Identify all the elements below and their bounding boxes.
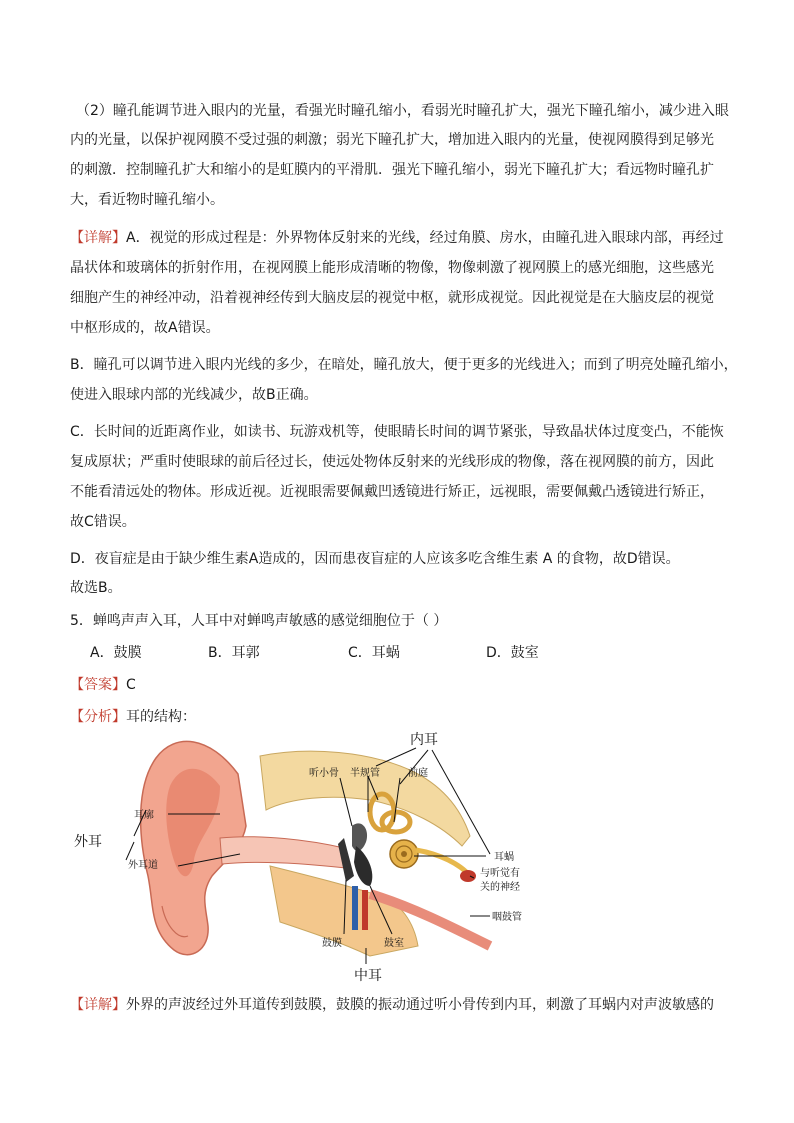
label-cochlea: 耳蜗 [494,852,514,863]
text-line: 故选B。 [70,580,122,596]
detail-line: 【详解】外界的声波经过外耳道传到鼓膜，鼓膜的振动通过听小骨传到内耳，刺激了耳蜗内对声波敏感的 [70,997,714,1013]
text-line: 内的光量，以保护视网膜不受过强的刺激；弱光下瞳孔扩大，增加进入眼内的光量，使视网膜得到足够光 [70,132,714,148]
text-line: （2）瞳孔能调节进入眼内的光量，看强光时瞳孔缩小，看弱光时瞳孔扩大，强光下瞳孔缩小，减少进入眼 [76,103,729,119]
label-vestibule: 前庭 [408,768,428,779]
label-ossicles: 听小骨 [309,768,339,779]
label-middle-ear: 中耳 [354,968,382,984]
answer-value: C [126,677,136,693]
label-nerve-2: 关的神经 [480,882,520,893]
option-c: C．耳蜗 [348,645,400,661]
label-tympanic-cavity: 鼓室 [384,938,404,949]
ear-structure-diagram [70,726,540,986]
ossicles-shape [352,823,367,851]
red-vessel-shape [362,890,368,930]
label-outer-ear: 外耳 [74,834,102,850]
text-line: 大，看近物时瞳孔缩小。 [70,192,224,208]
label-semicircular-canals: 半规管 [350,768,380,779]
text-line: 不能看清远处的物体。形成近视。近视眼需要佩戴凹透镜进行矫正，远视眼，需要佩戴凸透镜进行矫正， [70,484,714,500]
text-line: 复成原状；严重时使眼球的前后径过长，使远处物体反射来的光线形成的物像，落在视网膜的前方，因此 [70,454,714,470]
label-nerve-1: 与听觉有 [480,868,520,879]
label-eustachian-tube: 咽鼓管 [492,912,522,923]
detail-tag: 【详解】 [70,230,126,246]
text-line: D．夜盲症是由于缺少维生素A造成的，因而患夜盲症的人应该多吃含维生素 A 的食物，故D错误。 [70,551,680,567]
label-auricle: 耳廓 [134,810,154,821]
nerve-shape [416,850,470,876]
text-line: 中枢形成的，故A错误。 [70,320,220,336]
text-line: 使进入眼球内部的光线减少，故B正确。 [70,387,318,403]
label-ear-canal: 外耳道 [128,860,158,871]
answer-line [70,675,730,695]
option-b: B．耳郭 [208,645,260,661]
text-line: 的刺激．控制瞳孔扩大和缩小的是虹膜内的平滑肌．强光下瞳孔缩小，弱光下瞳孔扩大；看远物时瞳孔扩 [70,162,714,178]
label-inner-ear: 内耳 [410,732,438,748]
ear-canal-shape [220,837,346,868]
label-eardrum: 鼓膜 [322,938,342,949]
analysis-line: 【分析】耳的结构： [70,709,196,725]
vessel-shape [460,870,476,882]
text-line: 故C错误。 [70,514,136,530]
question-5: 5．蝉鸣声声入耳，人耳中对蝉鸣声敏感的感觉细胞位于（ ） [70,613,448,629]
detail-tag-2: 【详解】 [70,997,126,1013]
text-line: 细胞产生的神经冲动，沿着视神经传到大脑皮层的视觉中枢，就形成视觉。因此视觉是在大脑皮层的视觉 [70,290,714,306]
option-d: D．鼓室 [486,645,539,661]
middle-ear-shape [354,846,372,886]
text-line: 晶状体和玻璃体的折射作用，在视网膜上能形成清晰的物像，物像刺激了视网膜上的感光细胞，这些感光 [70,260,714,276]
answer-tag: 【答案】 [70,677,126,693]
blue-vessel-shape [352,886,358,930]
text-line: B．瞳孔可以调节进入眼内光线的多少，在暗处，瞳孔放大，便于更多的光线进入；而到了明亮处瞳孔缩小， [70,357,738,373]
analysis-tag: 【分析】 [70,709,126,725]
text-line: C．长时间的近距离作业，如读书、玩游戏机等，使眼睛长时间的调节紧张，导致晶状体过度变凸，不能恢 [70,424,724,440]
detail-paragraph: 【详解】A．视觉的形成过程是：外界物体反射来的光线，经过角膜、房水，由瞳孔进入眼球内部，再经过 [70,230,724,246]
option-a: A．鼓膜 [90,645,142,661]
